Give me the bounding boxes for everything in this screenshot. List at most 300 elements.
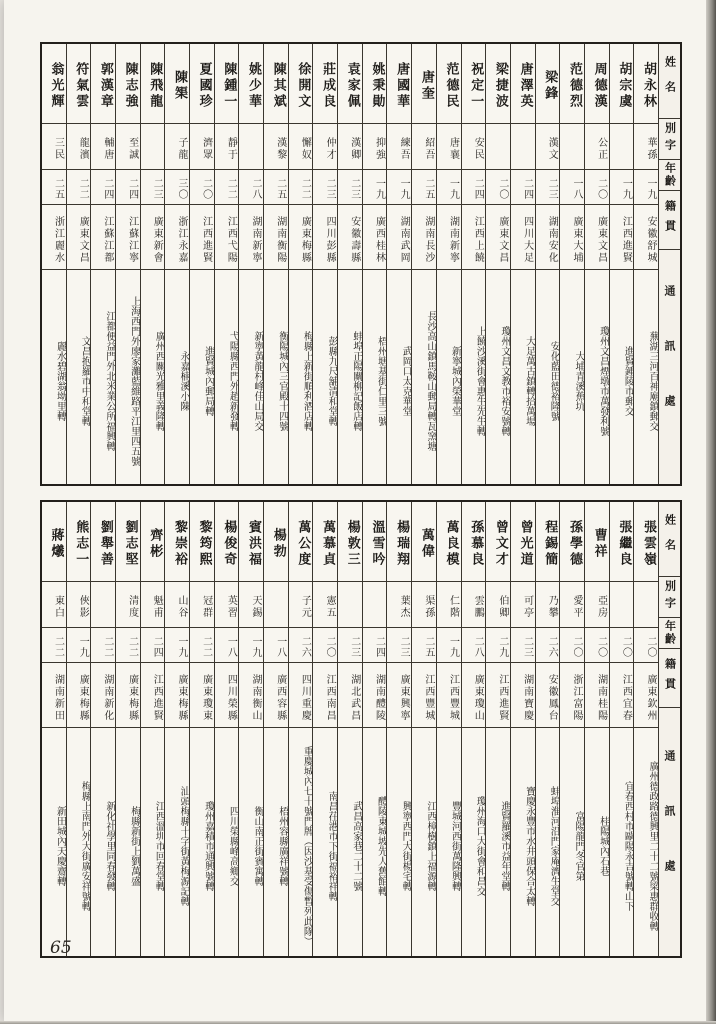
person-name: 唐國華: [387, 44, 411, 124]
person-contact-address: 蚌埠正陽關柳記飯店轉: [350, 330, 362, 431]
person-courtesy-name: [338, 582, 362, 628]
person-column: [164, 44, 189, 484]
person-name: 胡永林: [634, 44, 658, 124]
person-age: 二二: [190, 628, 214, 663]
person-native-place: 湖南寶慶: [511, 663, 535, 728]
header-column: [658, 502, 680, 956]
person-age: 二六: [536, 628, 560, 663]
person-age: 二四: [91, 170, 115, 205]
person-column: [535, 502, 560, 956]
person-courtesy-name: 華孫: [634, 124, 658, 170]
person-native-place: 四川大足: [511, 205, 535, 270]
person-age: 二四: [141, 628, 165, 663]
person-contact-address: 新寧黃龍村峰佳山局交: [252, 330, 263, 431]
person-contact-address: 富陽龍門冬官第: [572, 810, 584, 881]
person-age: 二二: [42, 628, 66, 663]
person-column: [312, 44, 337, 484]
person-column: [66, 44, 91, 484]
person-courtesy-name: 子元: [289, 582, 313, 628]
person-native-place: 廣東文昌: [585, 205, 609, 270]
person-age: 二三: [141, 170, 165, 205]
person-age: 二六: [289, 628, 313, 663]
person-column: [535, 44, 560, 484]
person-column: [115, 502, 140, 956]
header-age: 年齡: [659, 160, 680, 191]
person-native-place: 湖南桂陽: [585, 663, 609, 728]
person-courtesy-name: 子龍: [165, 124, 189, 170]
header-contact-address: 通訊處: [663, 749, 676, 915]
person-contact-address: 上海西門外廖家灘藍維路平江里四五號: [128, 295, 140, 466]
person-age: 二四: [116, 170, 140, 205]
person-name: 溫雪吟: [363, 502, 387, 582]
person-contact-address: 重慶城內七十號門牌（因沙基受傷暫列此隊）: [301, 745, 313, 946]
person-native-place: 浙江麗水: [42, 205, 66, 270]
person-age: 二〇: [190, 170, 214, 205]
person-contact-address: 寶慶永豐市水井頭保合太轉: [523, 785, 535, 906]
person-contact-address: 醴陵東城坡先人舊館轉: [375, 795, 387, 896]
person-name: 熊志一: [67, 502, 91, 582]
person-column: [362, 502, 387, 956]
entries-lower: [42, 502, 658, 956]
person-age: 二五: [264, 170, 288, 205]
person-column: [386, 44, 411, 484]
person-age: 二八: [239, 170, 263, 205]
person-native-place: 湖南衡山: [239, 663, 263, 728]
person-native-place: 江西進賢: [486, 663, 510, 728]
person-name: 孫慕良: [462, 502, 486, 582]
person-native-place: 浙江富陽: [560, 663, 584, 728]
person-name: 萬良模: [437, 502, 461, 582]
person-age: 二五: [42, 170, 66, 205]
person-age: 三〇: [165, 170, 189, 205]
person-native-place: 湖南安化: [536, 205, 560, 270]
person-courtesy-name: 魁甫: [141, 582, 165, 628]
person-name: 徐開文: [289, 44, 313, 124]
person-courtesy-name: 亞房: [585, 582, 609, 628]
person-contact-address: 蚌埠淮河沿門家庵濟生堂交: [548, 785, 560, 906]
person-age: 二八: [462, 628, 486, 663]
person-courtesy-name: 抑強: [363, 124, 387, 170]
person-name: 陳志強: [116, 44, 140, 124]
person-native-place: 四川榮縣: [215, 663, 239, 728]
person-name: 唐澤英: [511, 44, 535, 124]
person-name: 莊成良: [313, 44, 337, 124]
person-column: [288, 44, 313, 484]
person-column: [263, 44, 288, 484]
person-native-place: 湖南新寧: [437, 205, 461, 270]
person-contact-address: 進賢城內郵局轉: [202, 345, 214, 416]
person-contact-address: 廣州西關光雅里義隆轉: [153, 330, 165, 431]
person-native-place: 湖南武岡: [387, 205, 411, 270]
person-name: 曾光道: [511, 502, 535, 582]
person-native-place: 湖南新田: [42, 663, 66, 728]
person-native-place: 湖南新寧: [239, 205, 263, 270]
person-name: 周德漢: [585, 44, 609, 124]
person-native-place: 廣東梅縣: [289, 205, 313, 270]
person-courtesy-name: 安民: [462, 124, 486, 170]
person-native-place: 浙江永嘉: [165, 205, 189, 270]
person-column: [90, 44, 115, 484]
person-contact-address: 梧州容縣廣祥號轉: [276, 805, 288, 886]
person-contact-address: 四川榮縣峰高鄉交: [227, 805, 239, 886]
person-native-place: 江西豐城: [437, 663, 461, 728]
person-contact-address: 衡山南正街賓寓轉: [252, 805, 263, 886]
person-contact-address: 宜春西村市歐陽永吉號轉山下: [622, 780, 634, 911]
person-contact-address: 瓊州文昌煙墩市萬發利號: [597, 325, 609, 436]
person-column: [263, 502, 288, 956]
header-native-place: 籍貫: [659, 649, 680, 708]
person-native-place: 四川彭縣: [313, 205, 337, 270]
person-column: [633, 502, 658, 956]
person-column: [485, 502, 510, 956]
person-contact-address: 梅縣新街上劉萬盛: [128, 805, 140, 886]
person-age: 二三: [511, 628, 535, 663]
person-contact-address: 江都便益門外北米業公所福興轉: [103, 310, 115, 451]
person-name: 劉舉善: [91, 502, 115, 582]
person-courtesy-name: 愛平: [560, 582, 584, 628]
person-native-place: 安徽舒城: [634, 205, 658, 270]
person-native-place: 廣東新會: [141, 205, 165, 270]
person-name: 曹祥: [585, 502, 609, 582]
person-name: 陳其斌: [264, 44, 288, 124]
person-contact-address: 江西樟樹鎮上福源轉: [424, 800, 436, 891]
person-column: [115, 44, 140, 484]
person-column: [461, 502, 486, 956]
person-courtesy-name: 漢卿: [338, 124, 362, 170]
person-contact-address: 瓊州海口大街會和昌交: [474, 795, 486, 896]
person-contact-address: 汕頭梅縣十字街黃梅源記轉: [177, 785, 189, 906]
person-courtesy-name: 伯卿: [486, 582, 510, 628]
person-name: 梁鋒: [536, 44, 560, 124]
person-contact-address: 廣州德政路德興里二十二號梁惠群收轉: [647, 760, 658, 931]
person-name: 陳鍾一: [215, 44, 239, 124]
person-name: 楊俊奇: [215, 502, 239, 582]
person-courtesy-name: 葉杰: [387, 582, 411, 628]
person-courtesy-name: 英習: [215, 582, 239, 628]
person-contact-address: 麗水碧湖翁坳里轉: [54, 340, 66, 421]
person-column: [164, 502, 189, 956]
person-courtesy-name: [141, 124, 165, 170]
person-name: 蔣爔: [42, 502, 66, 582]
person-contact-address: 新寧城內榮華堂: [449, 345, 461, 416]
person-column: [42, 44, 66, 484]
person-age: 二〇: [560, 628, 584, 663]
person-native-place: 廣東瓊山: [462, 663, 486, 728]
person-contact-address: 進賢鍾陵市郵交: [622, 345, 634, 416]
person-age: 二五: [412, 628, 436, 663]
person-courtesy-name: 憲五: [313, 582, 337, 628]
person-name: 孫學德: [560, 502, 584, 582]
person-courtesy-name: 仁階: [437, 582, 461, 628]
person-age: 一九: [437, 628, 461, 663]
person-contact-address: 彭縣九尺舖清和堂轉: [326, 335, 338, 426]
person-contact-address: 瓊州文昌文教市裕安號轉: [498, 325, 510, 436]
person-native-place: 湖北武昌: [338, 663, 362, 728]
person-contact-address: 豐城河西街萬隆興轉: [449, 800, 461, 891]
person-age: 二〇: [585, 170, 609, 205]
person-column: [584, 44, 609, 484]
roster-table-upper: [40, 42, 682, 486]
person-age: 一九: [165, 628, 189, 663]
person-age: 二四: [511, 170, 535, 205]
person-name: 梁捷波: [486, 44, 510, 124]
person-name: 賓洪福: [239, 502, 263, 582]
person-native-place: 江蘇江寧: [116, 205, 140, 270]
person-age: 二〇: [610, 628, 634, 663]
person-column: [436, 44, 461, 484]
person-contact-address: 進賢羅溪市益年堂轉: [498, 800, 510, 891]
person-courtesy-name: 山谷: [165, 582, 189, 628]
page-content: [40, 42, 682, 958]
person-age: 二二: [67, 170, 91, 205]
person-name: 萬偉: [412, 502, 436, 582]
person-name: 黎崇裕: [165, 502, 189, 582]
person-age: 一九: [239, 628, 263, 663]
person-courtesy-name: 天錫: [239, 582, 263, 628]
person-column: [609, 502, 634, 956]
person-name: 范德烈: [560, 44, 584, 124]
person-native-place: 湖南長沙: [412, 205, 436, 270]
person-native-place: 江西弋陽: [215, 205, 239, 270]
person-age: 二三: [338, 628, 362, 663]
person-column: [411, 44, 436, 484]
person-age: 一九: [363, 170, 387, 205]
person-name: 楊勃: [264, 502, 288, 582]
person-native-place: 安徽鳳台: [536, 663, 560, 728]
person-contact-address: 上饒沙溪街會惠生先生轉: [474, 325, 486, 436]
person-name: 符氣雲: [67, 44, 91, 124]
person-courtesy-name: [264, 582, 288, 628]
person-native-place: 四川重慶: [289, 663, 313, 728]
person-age: 二〇: [634, 628, 658, 663]
person-column: [411, 502, 436, 956]
person-native-place: 江蘇江都: [91, 205, 115, 270]
person-native-place: 江西豐城: [412, 663, 436, 728]
person-column: [189, 44, 214, 484]
person-native-place: 廣東梅縣: [116, 663, 140, 728]
person-age: 二〇: [486, 170, 510, 205]
person-name: 劉志堅: [116, 502, 140, 582]
person-courtesy-name: 東白: [42, 582, 66, 628]
person-column: [90, 502, 115, 956]
person-age: 二五: [412, 170, 436, 205]
person-name: 楊敦三: [338, 502, 362, 582]
person-contact-address: 江西溫圳市回春堂轉: [153, 800, 165, 891]
person-age: 二四: [462, 170, 486, 205]
person-name: 張繼良: [610, 502, 634, 582]
person-contact-address: 瓊州嘉積市通興號轉: [202, 800, 214, 891]
person-contact-address: 武昌高家巷二十二號: [350, 800, 362, 891]
person-column: [42, 502, 66, 956]
person-name: 翁光輝: [42, 44, 66, 124]
person-contact-address: 梅縣上新街順利酒店轉: [301, 330, 313, 431]
person-age: 二二: [215, 170, 239, 205]
person-age: 一八: [560, 170, 584, 205]
header-column: [658, 44, 680, 484]
person-name: 胡宗虞: [610, 44, 634, 124]
person-courtesy-name: [610, 582, 634, 628]
person-name: 范德民: [437, 44, 461, 124]
person-age: 一九: [610, 170, 634, 205]
person-column: [140, 502, 165, 956]
person-age: 一八: [215, 628, 239, 663]
person-column: [337, 502, 362, 956]
person-contact-address: 武岡口太克華堂: [400, 345, 412, 416]
person-contact-address: 蕪湖三河百神廟鎮郵交: [647, 330, 658, 431]
person-age: 二〇: [313, 628, 337, 663]
person-name: 黎筠熙: [190, 502, 214, 582]
person-courtesy-name: [634, 582, 658, 628]
person-native-place: 廣東興寧: [387, 663, 411, 728]
header-name: 姓名: [659, 502, 680, 577]
person-contact-address: 大足萬古鎮轉拾萬場: [523, 335, 535, 426]
person-column: [485, 44, 510, 484]
person-column: [559, 44, 584, 484]
person-name: 姚少華: [239, 44, 263, 124]
person-column: [461, 44, 486, 484]
person-courtesy-name: 仲才: [313, 124, 337, 170]
person-native-place: 廣東大埔: [560, 205, 584, 270]
person-age: 二九: [486, 628, 510, 663]
header-age: 年齡: [659, 618, 680, 649]
person-courtesy-name: 公正: [585, 124, 609, 170]
person-courtesy-name: 乃攀: [536, 582, 560, 628]
person-courtesy-name: 練吾: [387, 124, 411, 170]
header-courtesy-name: 別字: [659, 119, 680, 160]
person-courtesy-name: [239, 124, 263, 170]
person-courtesy-name: 俠影: [67, 582, 91, 628]
header-name: 姓名: [659, 44, 680, 119]
person-age: 二二: [91, 628, 115, 663]
person-name: 陳榘: [165, 44, 189, 124]
person-contact-address: 衡陽城內三官殿十四號: [276, 330, 288, 431]
person-column: [609, 44, 634, 484]
person-contact-address: 大埔青溪蕉坑: [572, 350, 584, 411]
person-age: 一九: [437, 170, 461, 205]
person-contact-address: 新田城內天慶齋轉: [54, 805, 66, 886]
person-courtesy-name: 唐襄: [437, 124, 461, 170]
person-name: 夏國珍: [190, 44, 214, 124]
person-column: [66, 502, 91, 956]
person-contact-address: 南昌茌港市下街福裕祥轉: [326, 790, 338, 901]
person-native-place: 廣西容縣: [264, 663, 288, 728]
person-courtesy-name: 雲鵬: [462, 582, 486, 628]
person-courtesy-name: 漢文: [536, 124, 560, 170]
person-courtesy-name: 紹吾: [412, 124, 436, 170]
person-column: [510, 502, 535, 956]
person-courtesy-name: 清度: [116, 582, 140, 628]
person-age: 二三: [313, 170, 337, 205]
person-native-place: 安徽壽縣: [338, 205, 362, 270]
person-native-place: 江西進賢: [610, 205, 634, 270]
person-column: [140, 44, 165, 484]
person-name: 曾文才: [486, 502, 510, 582]
person-native-place: 廣東文昌: [486, 205, 510, 270]
person-contact-address: 弋陽縣西門外趙新發轉: [227, 330, 239, 431]
person-column: [584, 502, 609, 956]
person-name: 張雲嶺: [634, 502, 658, 582]
person-native-place: 廣西桂林: [363, 205, 387, 270]
person-name: 姚秉勛: [363, 44, 387, 124]
person-column: [510, 44, 535, 484]
page-number: 65: [50, 938, 72, 958]
person-name: 程錫簡: [536, 502, 560, 582]
person-column: [288, 502, 313, 956]
person-name: 楊瑞翔: [387, 502, 411, 582]
person-native-place: 廣東文昌: [67, 205, 91, 270]
person-age: 二三: [387, 628, 411, 663]
person-age: 二三: [536, 170, 560, 205]
person-column: [238, 502, 263, 956]
person-age: 二三: [338, 170, 362, 205]
person-courtesy-name: 懈奴: [289, 124, 313, 170]
person-age: 一九: [387, 170, 411, 205]
person-courtesy-name: 濟眾: [190, 124, 214, 170]
person-courtesy-name: [363, 582, 387, 628]
person-column: [214, 502, 239, 956]
person-courtesy-name: 靜于: [215, 124, 239, 170]
person-native-place: 廣東欽州: [634, 663, 658, 728]
person-name: 萬公度: [289, 502, 313, 582]
person-native-place: 江西上饒: [462, 205, 486, 270]
person-age: 一九: [634, 170, 658, 205]
person-contact-address: 新化社學里同春發轉: [103, 800, 115, 891]
person-courtesy-name: [511, 124, 535, 170]
header-courtesy-name: 別字: [659, 577, 680, 618]
person-contact-address: 興寧西門大街楊宅轉: [400, 800, 412, 891]
entries-upper: [42, 44, 658, 484]
person-name: 陳飛龍: [141, 44, 165, 124]
person-contact-address: 梅縣上南門外大街廣安祥號轉: [79, 780, 91, 911]
person-native-place: 江西進賢: [141, 663, 165, 728]
person-courtesy-name: 三民: [42, 124, 66, 170]
person-name: 袁家佩: [338, 44, 362, 124]
roster-table-lower: [40, 500, 682, 958]
header-contact-address: 通訊處: [663, 284, 676, 450]
person-native-place: 廣東梅縣: [67, 663, 91, 728]
person-contact-address: 長沙高山鎮馬鞍山郵局轉瓦窯塘: [424, 310, 436, 451]
person-contact-address: 文昌抱羅市中和堂轉: [79, 335, 91, 426]
person-native-place: 湖南醴陵: [363, 663, 387, 728]
person-column: [436, 502, 461, 956]
person-name: 唐奎: [412, 44, 436, 124]
person-column: [214, 44, 239, 484]
person-contact-address: 永嘉楠溪小陳: [177, 350, 189, 411]
person-age: 二二: [116, 628, 140, 663]
person-courtesy-name: 漢黎: [264, 124, 288, 170]
person-age: 二二: [289, 170, 313, 205]
person-column: [362, 44, 387, 484]
person-courtesy-name: 至誠: [116, 124, 140, 170]
person-native-place: 江西進賢: [190, 205, 214, 270]
person-native-place: 廣東梅縣: [165, 663, 189, 728]
person-courtesy-name: [486, 124, 510, 170]
scan-edge-shadow-right: [706, 0, 716, 1024]
person-native-place: 江西宜春: [610, 663, 634, 728]
person-column: [559, 502, 584, 956]
person-name: 齊彬: [141, 502, 165, 582]
person-courtesy-name: [91, 582, 115, 628]
person-age: 二四: [363, 628, 387, 663]
person-courtesy-name: 龍濱: [67, 124, 91, 170]
person-contact-address: 桂陽城內石巷: [597, 815, 609, 876]
person-courtesy-name: 冠群: [190, 582, 214, 628]
person-contact-address: 安化藍田德裕隆號: [548, 340, 560, 421]
person-age: 一八: [264, 628, 288, 663]
person-courtesy-name: [610, 124, 634, 170]
person-age: 二〇: [585, 628, 609, 663]
person-column: [386, 502, 411, 956]
